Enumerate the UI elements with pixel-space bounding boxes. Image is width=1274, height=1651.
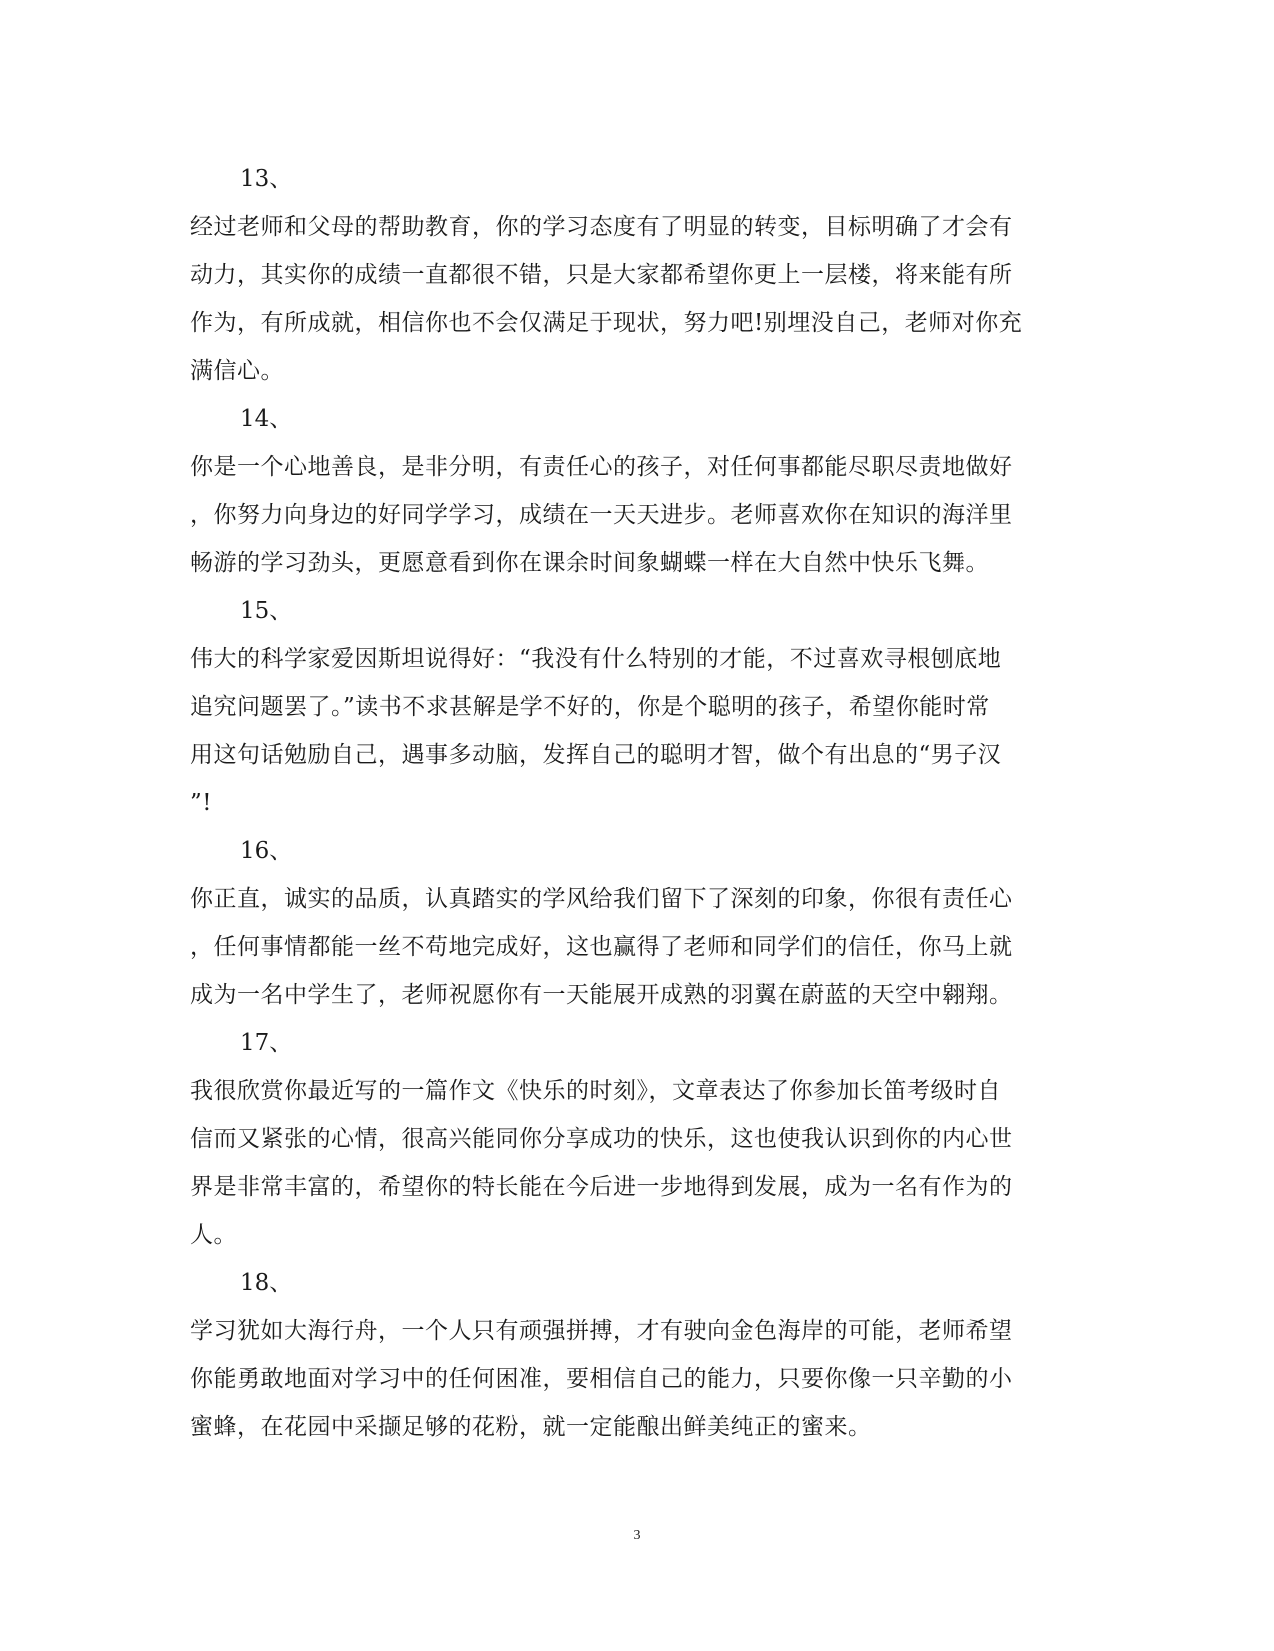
page-number: 3 xyxy=(633,1528,641,1543)
comment-entry-15 xyxy=(190,587,1090,827)
entry-number: 16、 xyxy=(240,838,293,864)
paragraph-line: 伟大的科学家爱因斯坦说得好：“我没有什么特别的才能，不过喜欢寻根刨底地 xyxy=(190,646,1002,672)
paragraph-line: 学习犹如大海行舟，一个人只有顽强拼搏，才有驶向金色海岸的可能，老师希望 xyxy=(190,1318,1013,1344)
paragraph-line: ，你努力向身边的好同学学习，成绩在一天天进步。老师喜欢你在知识的海洋里 xyxy=(190,502,1013,528)
comment-entry-14 xyxy=(190,395,1090,587)
paragraph-line: 动力，其实你的成绩一直都很不错，只是大家都希望你更上一层楼，将来能有所 xyxy=(190,262,1013,288)
paragraph-line: 你正直，诚实的品质，认真踏实的学风给我们留下了深刻的印象，你很有责任心 xyxy=(190,886,1013,912)
paragraph-line: 人。 xyxy=(190,1222,237,1248)
paragraph-line: 满信心。 xyxy=(190,358,284,384)
entry-number: 14、 xyxy=(240,406,293,432)
paragraph-line: 我很欣赏你最近写的一篇作文《快乐的时刻》，文章表达了你参加长笛考级时自 xyxy=(190,1078,1001,1104)
paragraph-line: 用这句话勉励自己，遇事多动脑，发挥自己的聪明才智，做个有出息的“男子汉 xyxy=(190,742,1002,768)
entry-number: 13、 xyxy=(240,166,293,192)
paragraph-line: 信而又紧张的心情，很高兴能同你分享成功的快乐，这也使我认识到你的内心世 xyxy=(190,1126,1013,1152)
entry-number: 15、 xyxy=(240,598,293,624)
paragraph-line: ，任何事情都能一丝不苟地完成好，这也赢得了老师和同学们的信任，你马上就 xyxy=(190,934,1013,960)
paragraph-line: 蜜蜂，在花园中采撷足够的花粉，就一定能酿出鲜美纯正的蜜来。 xyxy=(190,1414,872,1440)
paragraph-line: 你能勇敢地面对学习中的任何困准，要相信自己的能力，只要你像一只辛勤的小 xyxy=(190,1366,1013,1392)
comment-entry-18 xyxy=(190,1259,1090,1451)
document-body xyxy=(190,155,1090,1451)
paragraph-line: 作为，有所成就，相信你也不会仅满足于现状，努力吧!别埋没自己，老师对你充 xyxy=(190,310,1023,336)
paragraph-line: 你是一个心地善良，是非分明，有责任心的孩子，对任何事都能尽职尽责地做好 xyxy=(190,454,1013,480)
comment-entry-16 xyxy=(190,827,1090,1019)
paragraph-line: 界是非常丰富的，希望你的特长能在今后进一步地得到发展，成为一名有作为的 xyxy=(190,1174,1013,1200)
paragraph-line: 畅游的学习劲头，更愿意看到你在课余时间象蝴蝶一样在大自然中快乐飞舞。 xyxy=(190,550,989,576)
paragraph-line: 经过老师和父母的帮助教育，你的学习态度有了明显的转变，目标明确了才会有 xyxy=(190,214,1013,240)
comment-entry-13 xyxy=(190,155,1090,395)
paragraph-line: 追究问题罢了。”读书不求甚解是学不好的，你是个聪明的孩子，希望你能时常 xyxy=(190,694,990,720)
comment-entry-17 xyxy=(190,1019,1090,1259)
entry-number: 18、 xyxy=(240,1270,293,1296)
entry-number: 17、 xyxy=(240,1030,293,1056)
paragraph-line: ”! xyxy=(190,790,213,816)
paragraph-line: 成为一名中学生了，老师祝愿你有一天能展开成熟的羽翼在蔚蓝的天空中翱翔。 xyxy=(190,982,1013,1008)
